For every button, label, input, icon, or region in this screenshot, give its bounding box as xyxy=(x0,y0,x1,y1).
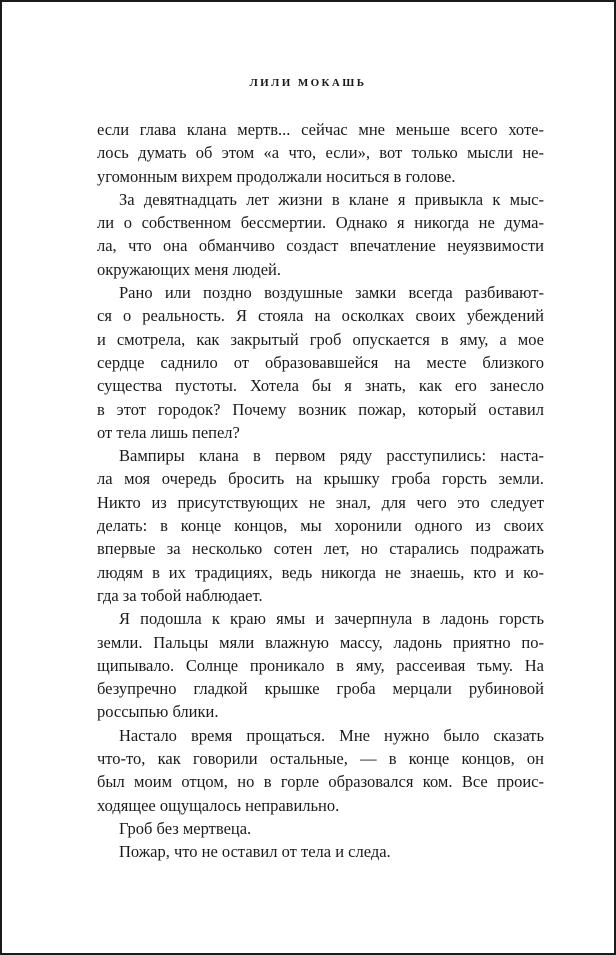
text-line: был моим отцом, но в горле образовался ком. Все проис- xyxy=(97,772,544,792)
text-line: Я подошла к краю ямы и зачерпнула в ладонь горсть xyxy=(119,609,544,629)
text-line: людям в их традициях, ведь никогда не знаешь, кто и ко- xyxy=(97,562,544,582)
text-line: ся о реальность. Я стояла на осколках своих убеждений xyxy=(97,306,544,326)
text-line: россыпью блики. xyxy=(97,702,219,722)
text-line: За девятнадцать лет жизни в клане я привыкла к мыс- xyxy=(119,189,544,209)
paragraph xyxy=(97,444,544,607)
text-line: щипывало. Солнце проникало в яму, рассеивая тьму. На xyxy=(97,655,544,675)
text-line: сердце саднило от образовавшейся на месте близкого xyxy=(97,352,544,372)
text-line: что-то, как говорили остальные, — в конце концов, он xyxy=(97,749,544,769)
text-line: окружающих меня людей. xyxy=(97,259,281,279)
text-line: лось думать об этом «а что, если», вот только мысли не- xyxy=(97,143,544,163)
paragraph xyxy=(97,840,544,863)
text-line: делать: в конце концов, мы хоронили одного из своих xyxy=(97,516,544,536)
paragraph xyxy=(97,724,544,817)
text-line: земли. Пальцы мяли влажную массу, ладонь приятно по- xyxy=(97,632,544,652)
text-line: и смотрела, как закрытый гроб опускается в яму, а мое xyxy=(97,329,544,349)
text-line: безупречно гладкой крышке гроба мерцали рубиновой xyxy=(97,679,544,699)
paragraph xyxy=(97,188,544,281)
running-head: ЛИЛИ МОКАШЬ xyxy=(249,77,367,89)
paragraph xyxy=(97,281,544,444)
text-line: если глава клана мертв... сейчас мне меньше всего хоте- xyxy=(97,120,544,139)
text-line: существа пустоты. Хотела бы я знать, как его занесло xyxy=(97,376,544,396)
text-line: ла, что она обманчиво создаст впечатление неуязвимости xyxy=(97,236,544,256)
paragraph xyxy=(97,118,544,188)
text-line: ла моя очередь бросить на крышку гроба горсть земли. xyxy=(97,469,544,489)
text-line: Гроб без мертвеца. xyxy=(119,818,252,838)
paragraph xyxy=(97,607,544,723)
text-line: от тела лишь пепел? xyxy=(97,422,240,442)
paragraph xyxy=(97,817,544,840)
text-line: Рано или поздно воздушные замки всегда разбивают- xyxy=(119,283,544,303)
text-line: Вампиры клана в первом ряду расступились: наста- xyxy=(119,446,544,466)
text-line: в этот городок? Почему возник пожар, который оставил xyxy=(97,399,544,419)
text-line: угомонным вихрем продолжали носиться в голове. xyxy=(97,166,456,186)
text-line: Настало время прощаться. Мне нужно было сказать xyxy=(119,725,544,745)
text-line: Никто из присутствующих не знал, для чего это следует xyxy=(97,492,544,512)
text-line: ли о собственном бессмертии. Однако я никогда не дума- xyxy=(97,213,544,233)
text-line: Пожар, что не оставил от тела и следа. xyxy=(119,842,391,862)
text-line: гда за тобой наблюдает. xyxy=(97,585,263,605)
text-line: впервые за несколько сотен лет, но старались подражать xyxy=(97,539,544,559)
text-line: ходящее ощущалось неправильно. xyxy=(97,795,340,815)
body-text xyxy=(97,118,544,864)
